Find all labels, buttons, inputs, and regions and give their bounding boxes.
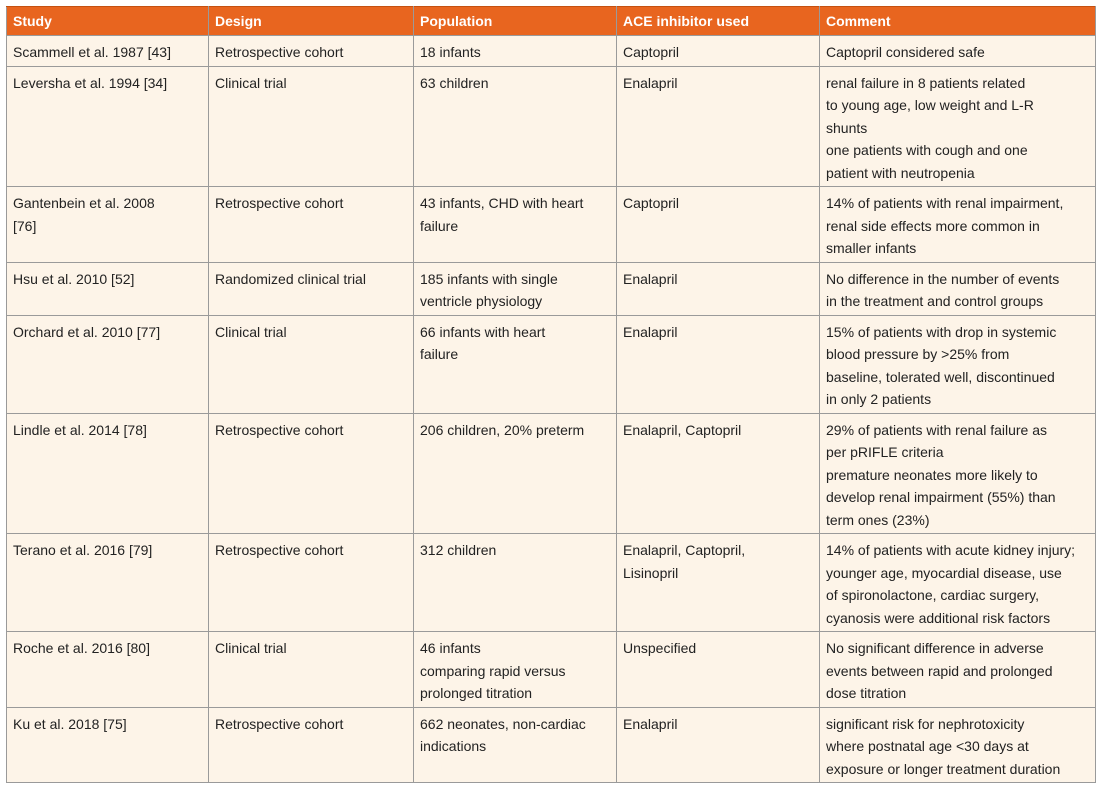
cell-design-line: Clinical trial [215, 323, 287, 340]
cell-ace-inhibitor-line: Enalapril [623, 323, 678, 340]
cell-ace-inhibitor-line: Captopril [623, 44, 680, 60]
cell-comment-line: one patients with cough and one [826, 142, 1028, 158]
cell-population-line: 312 children [420, 542, 497, 558]
cell-comment-line: 15% of patients with drop in systemic [826, 323, 1057, 340]
cell-population-line: failure [420, 346, 459, 362]
cell-ace-inhibitor [617, 36, 820, 67]
cell-study [7, 36, 209, 67]
cell-comment-line: events between rapid and prolonged [826, 662, 1053, 679]
cell-comment-line: significant risk for nephrotoxicity [826, 715, 1025, 732]
cell-comment-line: 29% of patients with renal failure as [826, 421, 1048, 438]
cell-population-line: 185 infants with single [420, 270, 558, 287]
cell-comment-line: per pRIFLE criteria [826, 444, 944, 460]
cell-comment-line: patient with neutropenia [826, 164, 975, 181]
cell-ace-inhibitor-line: Lisinopril [623, 564, 679, 581]
table-row [7, 36, 1096, 67]
cell-comment [820, 187, 1096, 263]
cell-population-line: 66 infants with heart [420, 323, 546, 340]
cell-comment-line: Captopril considered safe [826, 44, 985, 60]
cell-ace-inhibitor-line: Enalapril, Captopril [623, 421, 742, 438]
ace-inhibitor-studies-table [6, 6, 1096, 783]
cell-study-line: [76] [13, 217, 37, 234]
table-row [7, 262, 1096, 315]
cell-ace-inhibitor [617, 262, 820, 315]
cell-comment-line: shunts [826, 119, 868, 136]
cell-comment-line: in the treatment and control groups [826, 293, 1044, 309]
cell-study [7, 413, 209, 534]
cell-study-line: Hsu et al. 2010 [52] [13, 270, 135, 287]
header-row [7, 7, 1096, 36]
cell-population-line: failure [420, 217, 459, 234]
header-ace-inhibitor: ACE inhibitor used [617, 7, 820, 36]
cell-study-line: Orchard et al. 2010 [77] [13, 323, 161, 340]
cell-design [209, 36, 414, 67]
cell-comment [820, 66, 1096, 187]
cell-comment-line: smaller infants [826, 240, 917, 256]
cell-ace-inhibitor [617, 187, 820, 263]
cell-comment-line: baseline, tolerated well, discontinued [826, 368, 1055, 385]
cell-population-line: 63 children [420, 74, 489, 91]
cell-comment [820, 413, 1096, 534]
cell-ace-inhibitor [617, 632, 820, 708]
cell-study-line: Ku et al. 2018 [75] [13, 715, 127, 732]
cell-study [7, 315, 209, 413]
cell-comment [820, 632, 1096, 708]
cell-population [414, 534, 617, 632]
cell-design-line: Randomized clinical trial [215, 270, 366, 287]
cell-ace-inhibitor [617, 707, 820, 783]
cell-comment [820, 262, 1096, 315]
cell-population [414, 707, 617, 783]
cell-population-line: prolonged titration [420, 685, 533, 701]
cell-design [209, 413, 414, 534]
header-population: Population [414, 7, 617, 36]
cell-population-line: ventricle physiology [420, 293, 543, 309]
cell-study-line: Lindle et al. 2014 [78] [13, 421, 147, 438]
cell-comment [820, 534, 1096, 632]
cell-design-line: Clinical trial [215, 74, 287, 91]
cell-population-line: 18 infants [420, 44, 481, 60]
cell-comment-line: blood pressure by >25% from [826, 346, 1010, 362]
cell-ace-inhibitor-line: Enalapril [623, 715, 678, 732]
cell-population-line: 46 infants [420, 640, 481, 656]
cell-comment-line: exposure or longer treatment duration [826, 760, 1061, 777]
cell-study-line: Terano et al. 2016 [79] [13, 542, 153, 558]
cell-design-line: Retrospective cohort [215, 421, 344, 438]
cell-design [209, 534, 414, 632]
header-comment: Comment [820, 7, 1096, 36]
cell-study-line: Scammell et al. 1987 [43] [13, 44, 171, 60]
cell-ace-inhibitor-line: Captopril [623, 195, 680, 211]
cell-design [209, 187, 414, 263]
cell-population-line: 43 infants, CHD with heart [420, 195, 584, 211]
cell-population [414, 315, 617, 413]
table-row [7, 187, 1096, 263]
cell-design-line: Retrospective cohort [215, 44, 344, 60]
cell-ace-inhibitor-line: Enalapril [623, 270, 678, 287]
cell-design [209, 262, 414, 315]
cell-design [209, 315, 414, 413]
cell-comment-line: in only 2 patients [826, 391, 932, 407]
cell-population [414, 632, 617, 708]
cell-comment-line: term ones (23%) [826, 511, 930, 528]
cell-comment-line: younger age, myocardial disease, use [826, 564, 1062, 581]
cell-population-line: 662 neonates, non-cardiac [420, 715, 586, 732]
cell-population [414, 36, 617, 67]
cell-ace-inhibitor-line: Enalapril [623, 74, 678, 91]
cell-ace-inhibitor [617, 413, 820, 534]
cell-population [414, 262, 617, 315]
cell-comment-line: premature neonates more likely to [826, 466, 1038, 483]
cell-design [209, 66, 414, 187]
header-design: Design [209, 7, 414, 36]
cell-population [414, 413, 617, 534]
cell-ace-inhibitor [617, 534, 820, 632]
cell-study [7, 66, 209, 187]
cell-ace-inhibitor-line: Enalapril, Captopril, [623, 542, 746, 558]
cell-design [209, 632, 414, 708]
table-row [7, 707, 1096, 783]
cell-comment-line: 14% of patients with renal impairment, [826, 195, 1064, 211]
table-row [7, 66, 1096, 187]
cell-population [414, 187, 617, 263]
cell-comment-line: cyanosis were additional risk factors [826, 609, 1051, 626]
cell-comment-line: No significant difference in adverse [826, 640, 1044, 656]
cell-comment-line: where postnatal age <30 days at [826, 738, 1029, 754]
cell-design-line: Clinical trial [215, 640, 287, 656]
cell-ace-inhibitor [617, 315, 820, 413]
table-row [7, 632, 1096, 708]
table-row [7, 315, 1096, 413]
cell-design-line: Retrospective cohort [215, 715, 344, 732]
cell-study [7, 262, 209, 315]
cell-population-line: indications [420, 738, 487, 754]
cell-comment-line: renal side effects more common in [826, 217, 1040, 234]
cell-study [7, 632, 209, 708]
cell-study [7, 187, 209, 263]
cell-comment-line: 14% of patients with acute kidney injury; [826, 542, 1076, 558]
cell-comment-line: of spironolactone, cardiac surgery, [826, 587, 1039, 603]
table-row [7, 534, 1096, 632]
cell-study-line: Leversha et al. 1994 [34] [13, 74, 168, 91]
cell-comment [820, 315, 1096, 413]
cell-ace-inhibitor-line: Unspecified [623, 640, 697, 656]
cell-design-line: Retrospective cohort [215, 195, 344, 211]
cell-comment-line: No difference in the number of events [826, 270, 1060, 287]
ace-inhibitor-studies-table-container [6, 6, 1095, 783]
cell-study [7, 707, 209, 783]
header-study: Study [7, 7, 209, 36]
table-header [7, 7, 1096, 36]
cell-population-line: comparing rapid versus [420, 662, 566, 679]
cell-comment-line: develop renal impairment (55%) than [826, 489, 1056, 505]
cell-design-line: Retrospective cohort [215, 542, 344, 558]
table-body [7, 36, 1096, 783]
cell-comment [820, 707, 1096, 783]
cell-comment-line: dose titration [826, 685, 907, 701]
table-row [7, 413, 1096, 534]
cell-population [414, 66, 617, 187]
cell-design [209, 707, 414, 783]
cell-comment-line: renal failure in 8 patients related [826, 74, 1026, 91]
cell-population-line: 206 children, 20% preterm [420, 421, 585, 438]
cell-comment-line: to young age, low weight and L-R [826, 97, 1034, 113]
cell-comment [820, 36, 1096, 67]
cell-study-line: Gantenbein et al. 2008 [13, 195, 155, 211]
cell-study-line: Roche et al. 2016 [80] [13, 640, 150, 656]
cell-ace-inhibitor [617, 66, 820, 187]
cell-study [7, 534, 209, 632]
